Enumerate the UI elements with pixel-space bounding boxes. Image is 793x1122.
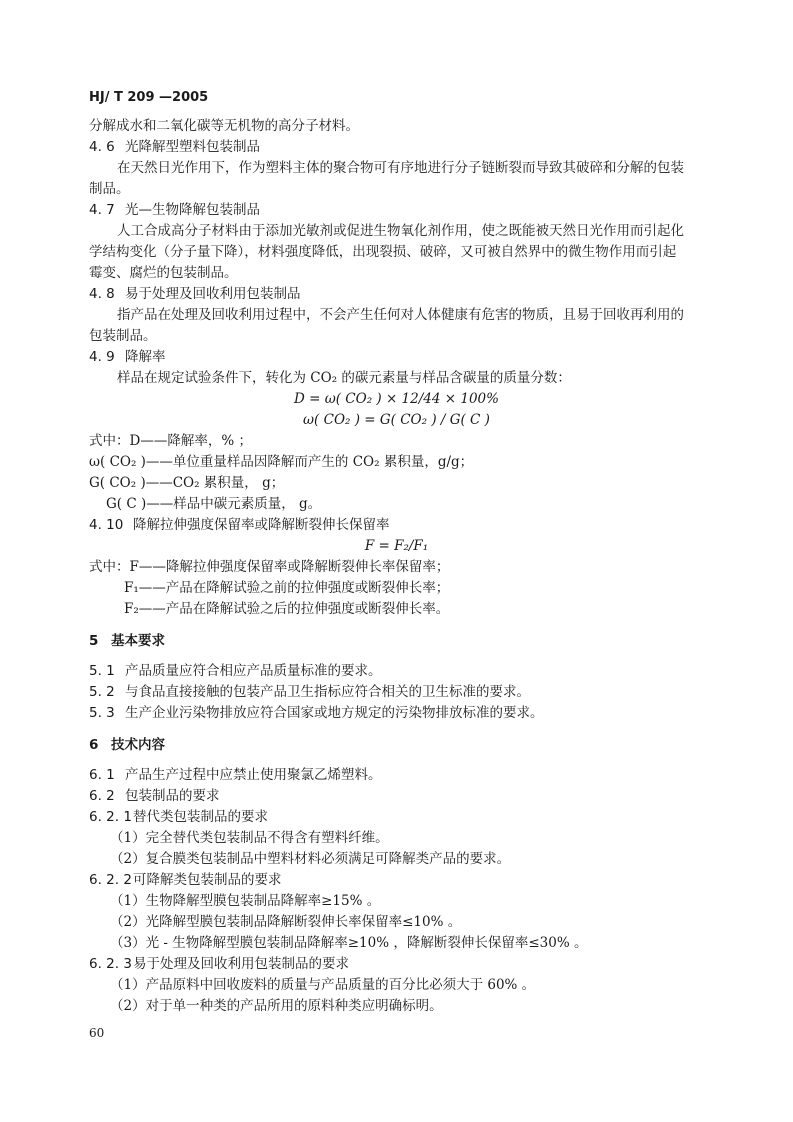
- section-heading-4-7: 4. 7 光—生物降解包装制品: [89, 202, 260, 218]
- list-item: （1）生物降解型膜包装制品降解率≥15% 。: [110, 893, 381, 909]
- formula-retention-rate: F = F₂/F₁: [364, 538, 429, 554]
- clause-6-2-3: 6. 2. 3易于处理及回收利用包装制品的要求: [89, 956, 349, 972]
- list-item: （2）复合膜类包装制品中塑料材料必须满足可降解类产品的要求。: [110, 851, 511, 867]
- document-code-header: HJ/ T 209 —2005: [89, 90, 209, 105]
- where-line: 式中：F——降解拉伸强度保留率或降解断裂伸长率保留率；: [89, 559, 450, 575]
- clause-5-3: 5. 3 生产企业污染物排放应符合国家或地方规定的污染物排放标准的要求。: [89, 705, 544, 721]
- formula-degradation-rate: D = ω( CO₂ ) × 12/44 × 100%: [294, 391, 499, 407]
- clause-6-2: 6. 2 包装制品的要求: [89, 788, 220, 804]
- body-line: 霉变、腐烂的包装制品。: [89, 265, 238, 281]
- page-number: 60: [89, 1026, 105, 1040]
- body-line: 分解成水和二氧化碳等无机物的高分子材料。: [89, 118, 359, 134]
- section-heading-5: 5 基本要求: [89, 633, 165, 649]
- clause-6-2-2: 6. 2. 2可降解类包装制品的要求: [89, 872, 282, 888]
- list-item: （2）对于单一种类的产品所用的原料种类应明确标明。: [110, 998, 443, 1014]
- body-line: 指产品在处理及回收利用过程中，不会产生任何对人体健康有危害的物质，且易于回收再利用的: [117, 307, 684, 323]
- list-item: （1）产品原料中回收废料的质量与产品质量的百分比必须大于 60% 。: [110, 977, 536, 993]
- where-line: ω( CO₂ )——单位重量样品因降解而产生的 CO₂ 累积量，g/g；: [89, 454, 474, 470]
- body-line: 样品在规定试验条件下，转化为 CO₂ 的碳元素量与样品含碳量的质量分数：: [117, 370, 571, 386]
- where-line: G( C )——样品中碳元素质量， g。: [106, 496, 322, 512]
- body-line: 人工合成高分子材料由于添加光敏剂或促进生物氧化剂作用，使之既能被天然日光作用而引起化: [117, 223, 684, 239]
- where-line: G( CO₂ )——CO₂ 累积量， g；: [89, 475, 285, 491]
- section-heading-4-8: 4. 8 易于处理及回收利用包装制品: [89, 286, 301, 302]
- body-line: 制品。: [89, 181, 130, 197]
- body-line: 包装制品。: [89, 328, 157, 344]
- list-item: （3）光 - 生物降解型膜包装制品降解率≥10% ，降解断裂伸长保留率≤30% 。: [110, 935, 588, 951]
- body-line: 在天然日光作用下，作为塑料主体的聚合物可有序地进行分子链断裂而导致其破碎和分解的包装: [117, 160, 684, 176]
- list-item: （2）光降解型膜包装制品降解断裂伸长率保留率≤10% 。: [110, 914, 462, 930]
- clause-5-1: 5. 1 产品质量应符合相应产品质量标准的要求。: [89, 663, 382, 679]
- where-line: 式中：D——降解率，% ；: [89, 433, 252, 449]
- clause-5-2: 5. 2 与食品直接接触的包装产品卫生指标应符合相关的卫生标准的要求。: [89, 684, 530, 700]
- body-line: 学结构变化（分子量下降），材料强度降低，出现裂损、破碎，又可被自然界中的微生物作用而引起: [89, 244, 677, 260]
- clause-6-1: 6. 1 产品生产过程中应禁止使用聚氯乙烯塑料。: [89, 767, 382, 783]
- section-heading-6: 6 技术内容: [89, 737, 165, 753]
- section-heading-4-10: 4. 10 降解拉伸强度保留率或降解断裂伸长保留率: [89, 517, 390, 533]
- where-line: F₂——产品在降解试验之后的拉伸强度或断裂伸长率。: [124, 601, 450, 617]
- clause-6-2-1: 6. 2. 1替代类包装制品的要求: [89, 809, 268, 825]
- section-heading-4-6: 4. 6 光降解型塑料包装制品: [89, 139, 260, 155]
- formula-co2-accumulation: ω( CO₂ ) = G( CO₂ ) / G( C ): [303, 412, 490, 428]
- where-line: F₁——产品在降解试验之前的拉伸强度或断裂伸长率；: [124, 580, 450, 596]
- list-item: （1）完全替代类包装制品不得含有塑料纤维。: [110, 830, 389, 846]
- section-heading-4-9: 4. 9 降解率: [89, 349, 166, 365]
